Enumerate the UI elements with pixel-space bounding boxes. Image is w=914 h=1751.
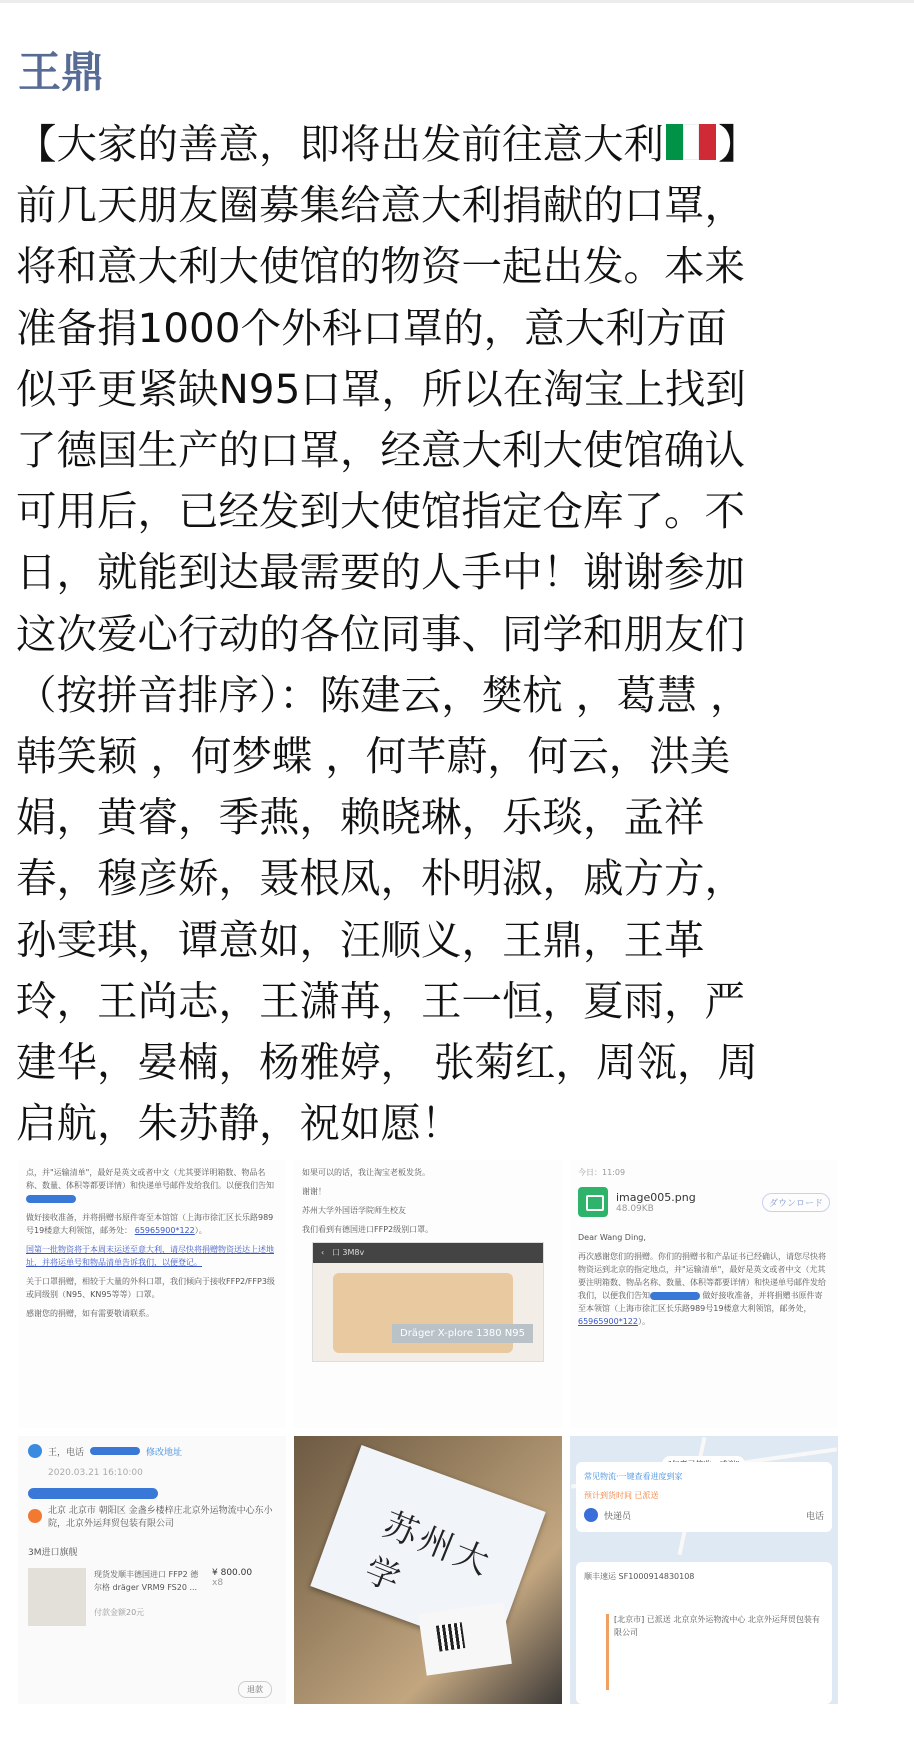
image-thumbnail-email-1[interactable] bbox=[18, 1160, 286, 1428]
chat-message: 苏州大学外国语学院师生校友 bbox=[302, 1206, 406, 1215]
tracking-tip: 常见物流·一键查看进度到家 bbox=[584, 1472, 683, 1481]
product-thumbnail bbox=[28, 1568, 86, 1626]
image-thumbnail-tracking[interactable] bbox=[570, 1436, 838, 1704]
email-body-text: 再次感谢您们的捐赠。你们的捐赠书和产品证书已经确认，请您尽快将物资运到北京的指定地点，并"运输清单"，最好是英文或者中文（尤其要注明箱数、物品名称、数量、体积等都要详情）和快递单号邮件发给我们，以便我们告知 bbox=[578, 1252, 826, 1300]
product-search-text: 口 3M8v bbox=[331, 1248, 365, 1257]
attachment-name: image005.png bbox=[616, 1190, 696, 1204]
email-phone-link: 65965900*122 bbox=[134, 1226, 195, 1235]
shop-name: 3M进口旗舰 bbox=[28, 1548, 78, 1558]
flag-stripe-white bbox=[683, 124, 700, 160]
redaction-mark bbox=[90, 1447, 140, 1455]
redaction-mark bbox=[26, 1195, 76, 1203]
post-line: （按拼音排序）：陈建云，樊杭 ，葛慧 ， bbox=[16, 670, 751, 719]
handwritten-label: 苏州大学 bbox=[359, 1504, 499, 1602]
product-row bbox=[28, 1568, 276, 1626]
product-image bbox=[333, 1273, 525, 1353]
post-line: 将和意大利大使馆的物资一起出发。本来 bbox=[16, 242, 745, 291]
phone-label: 电话 bbox=[805, 1511, 824, 1522]
post-line: 准备捐1000个外科口罩的，意大利方面 bbox=[16, 303, 727, 352]
flag-stripe-green bbox=[666, 124, 683, 160]
email-phone-link: 65965900*122 bbox=[578, 1317, 638, 1326]
photo-grid bbox=[18, 1160, 838, 1704]
post-line: 建华，晏楠，杨雅婷， 张菊红，周瓴，周 bbox=[16, 1038, 758, 1087]
post-line: 这次爱心行动的各位同事、同学和朋友们 bbox=[16, 609, 745, 658]
flag-stripe-red bbox=[699, 124, 716, 160]
chat-message: 谢谢！ bbox=[302, 1187, 326, 1196]
image-thumbnail-package[interactable] bbox=[294, 1436, 562, 1704]
address-row bbox=[28, 1503, 276, 1529]
post-line-1-text: 【大家的善意，即将出发前往意大利 bbox=[16, 120, 664, 168]
product-screenshot bbox=[312, 1242, 544, 1362]
product-price: ¥ 800.00 bbox=[212, 1568, 253, 1578]
email-highlight-paragraph: 国第一批物资将于本周末运送至意大利，请尽快将捐赠物资送达上述地址，并将运单号和物品清单告诉我们，以便登记。 bbox=[26, 1245, 274, 1267]
image-thumbnail-email-2[interactable] bbox=[570, 1160, 838, 1428]
chat-bubble-icon bbox=[28, 1444, 42, 1458]
email-paragraph: 关于口罩捐赠，相较于大量的外科口罩，我们倾向于接收FFP2/FFP3级或同级别（N95、KN95等等）口罩。 bbox=[26, 1277, 275, 1299]
image-thumbnail-order[interactable] bbox=[18, 1436, 286, 1704]
product-title: 现货发顺丰德国进口 FFP2 德尔格 dräger VRM9 FS20 ... bbox=[94, 1570, 199, 1592]
email-greeting: Dear Wang Ding, bbox=[578, 1233, 646, 1242]
chat-message: 如果可以的话，我让淘宝老板发货。 bbox=[302, 1168, 430, 1177]
post-line: 了德国生产的口罩，经意大利大使馆确认 bbox=[16, 426, 745, 475]
courier-row bbox=[584, 1508, 824, 1522]
email-body-text-2: 做好接收准备，并将捐赠书原件寄至本领馆（上海市徐汇区长乐路989号19楼意大利领馆，邮务处， bbox=[578, 1291, 823, 1313]
post-line: 日，就能到达最需要的人手中！谢谢参加 bbox=[16, 548, 745, 597]
sender-row bbox=[28, 1444, 276, 1458]
courier-card bbox=[576, 1462, 832, 1532]
post-line-1 bbox=[16, 114, 898, 175]
location-pin-icon bbox=[28, 1509, 42, 1523]
redaction-mark bbox=[28, 1488, 158, 1499]
post-line: 娟，黄睿，季燕，赖晓琳，乐琰，孟祥 bbox=[16, 793, 705, 842]
attachment-row bbox=[578, 1187, 830, 1217]
post-line: 前几天朋友圈募集给意大利捐献的口罩， bbox=[16, 181, 745, 230]
payment-note: 付款金额20元 bbox=[94, 1608, 145, 1617]
tracking-event: [北京市] 已派送 北京京外运物流中心 北京外运拜贸包装有限公司 bbox=[614, 1615, 820, 1637]
top-divider bbox=[0, 0, 914, 3]
email-body bbox=[578, 1250, 830, 1328]
post-text bbox=[16, 114, 898, 1154]
shop-row bbox=[28, 1545, 276, 1558]
shipping-label bbox=[418, 1602, 512, 1675]
post-line: 可用后，已经发到大使馆指定仓库了。不 bbox=[16, 487, 745, 536]
attachment-info bbox=[616, 1191, 696, 1214]
post-line: 玲，王尚志，王潇苒，王一恒，夏雨，严 bbox=[16, 976, 745, 1025]
product-qty: x8 bbox=[212, 1578, 224, 1588]
email-time: 今日：11:09 bbox=[578, 1168, 626, 1177]
post-line: 春，穆彦娇，聂根凤，朴明淑，戚方方， bbox=[16, 854, 745, 903]
post-line-1-close: 】 bbox=[718, 120, 759, 168]
delivery-status: 预计到货时间 已派送 bbox=[584, 1491, 659, 1500]
image-file-icon bbox=[578, 1187, 608, 1217]
italy-flag-icon bbox=[666, 116, 716, 152]
post-author-name[interactable]: 王鼎 bbox=[18, 48, 104, 98]
sender-name: 王，电话 bbox=[48, 1447, 85, 1458]
tracking-timeline bbox=[606, 1614, 609, 1690]
email-paragraph bbox=[26, 1166, 278, 1205]
courier-avatar-icon bbox=[584, 1508, 598, 1522]
post-line: 孙雯琪，谭意如，汪顺义，王鼎，王革 bbox=[16, 915, 705, 964]
refund-button: 退款 bbox=[238, 1681, 272, 1698]
chat-message: 我们看到有德国进口FFP2级别口罩。 bbox=[302, 1225, 434, 1234]
post-line: 韩笑颖 ，何梦蝶 ，何芊蔚，何云，洪美 bbox=[16, 732, 731, 781]
attachment-size: 48.09KB bbox=[616, 1203, 654, 1214]
barcode-icon bbox=[436, 1622, 465, 1651]
address-text: 北京 北京市 朝阳区 金盏乡楼梓庄北京外运物流中心东小院，北京外运拜贸包装有限公司 bbox=[48, 1506, 273, 1529]
courier-label: 快递员 bbox=[604, 1511, 632, 1522]
edit-address-link: 修改地址 bbox=[146, 1447, 183, 1458]
product-label: Dräger X-plore 1380 N95 bbox=[392, 1324, 533, 1343]
product-search-bar: ‹ 口 3M8v bbox=[313, 1243, 543, 1263]
email-paragraph: 感谢您的捐赠，如有需要敬请联系。 bbox=[26, 1309, 154, 1318]
post-line: 启航，朱苏静，祝如愿！ bbox=[16, 1099, 462, 1148]
email-paragraph: 做好接收准备，并将捐赠书原件寄至本馆馆（上海市徐汇区长乐路989号19楼意大利领馆，邮务处： 65965900*122）。 bbox=[26, 1213, 274, 1235]
email-body-close: ）。 bbox=[638, 1317, 650, 1326]
redaction-mark bbox=[650, 1292, 700, 1300]
download-button: ダウンロード bbox=[762, 1193, 830, 1212]
price-block bbox=[212, 1568, 252, 1626]
post-line: 似乎更紧缺N95口罩，所以在淘宝上找到 bbox=[16, 364, 746, 413]
email-paragraph-text: 点，并"运输清单"，最好是英文或者中文（尤其要详明箱数、物品名称、数量、体积等都要详情）和快递单号邮件发给我们。以便我们告知 bbox=[26, 1168, 274, 1190]
tracking-number: 顺丰速运 SF1000914830108 bbox=[584, 1572, 695, 1581]
order-date: 2020.03.21 16:10:00 bbox=[48, 1468, 143, 1478]
image-thumbnail-chat[interactable] bbox=[294, 1160, 562, 1428]
tracking-card bbox=[576, 1562, 832, 1704]
email-paragraph-text: 做好接收准备，并将捐赠书原件寄至本馆馆（上海市徐汇区长乐路989号19楼意大利领馆，邮务处： bbox=[26, 1213, 274, 1235]
